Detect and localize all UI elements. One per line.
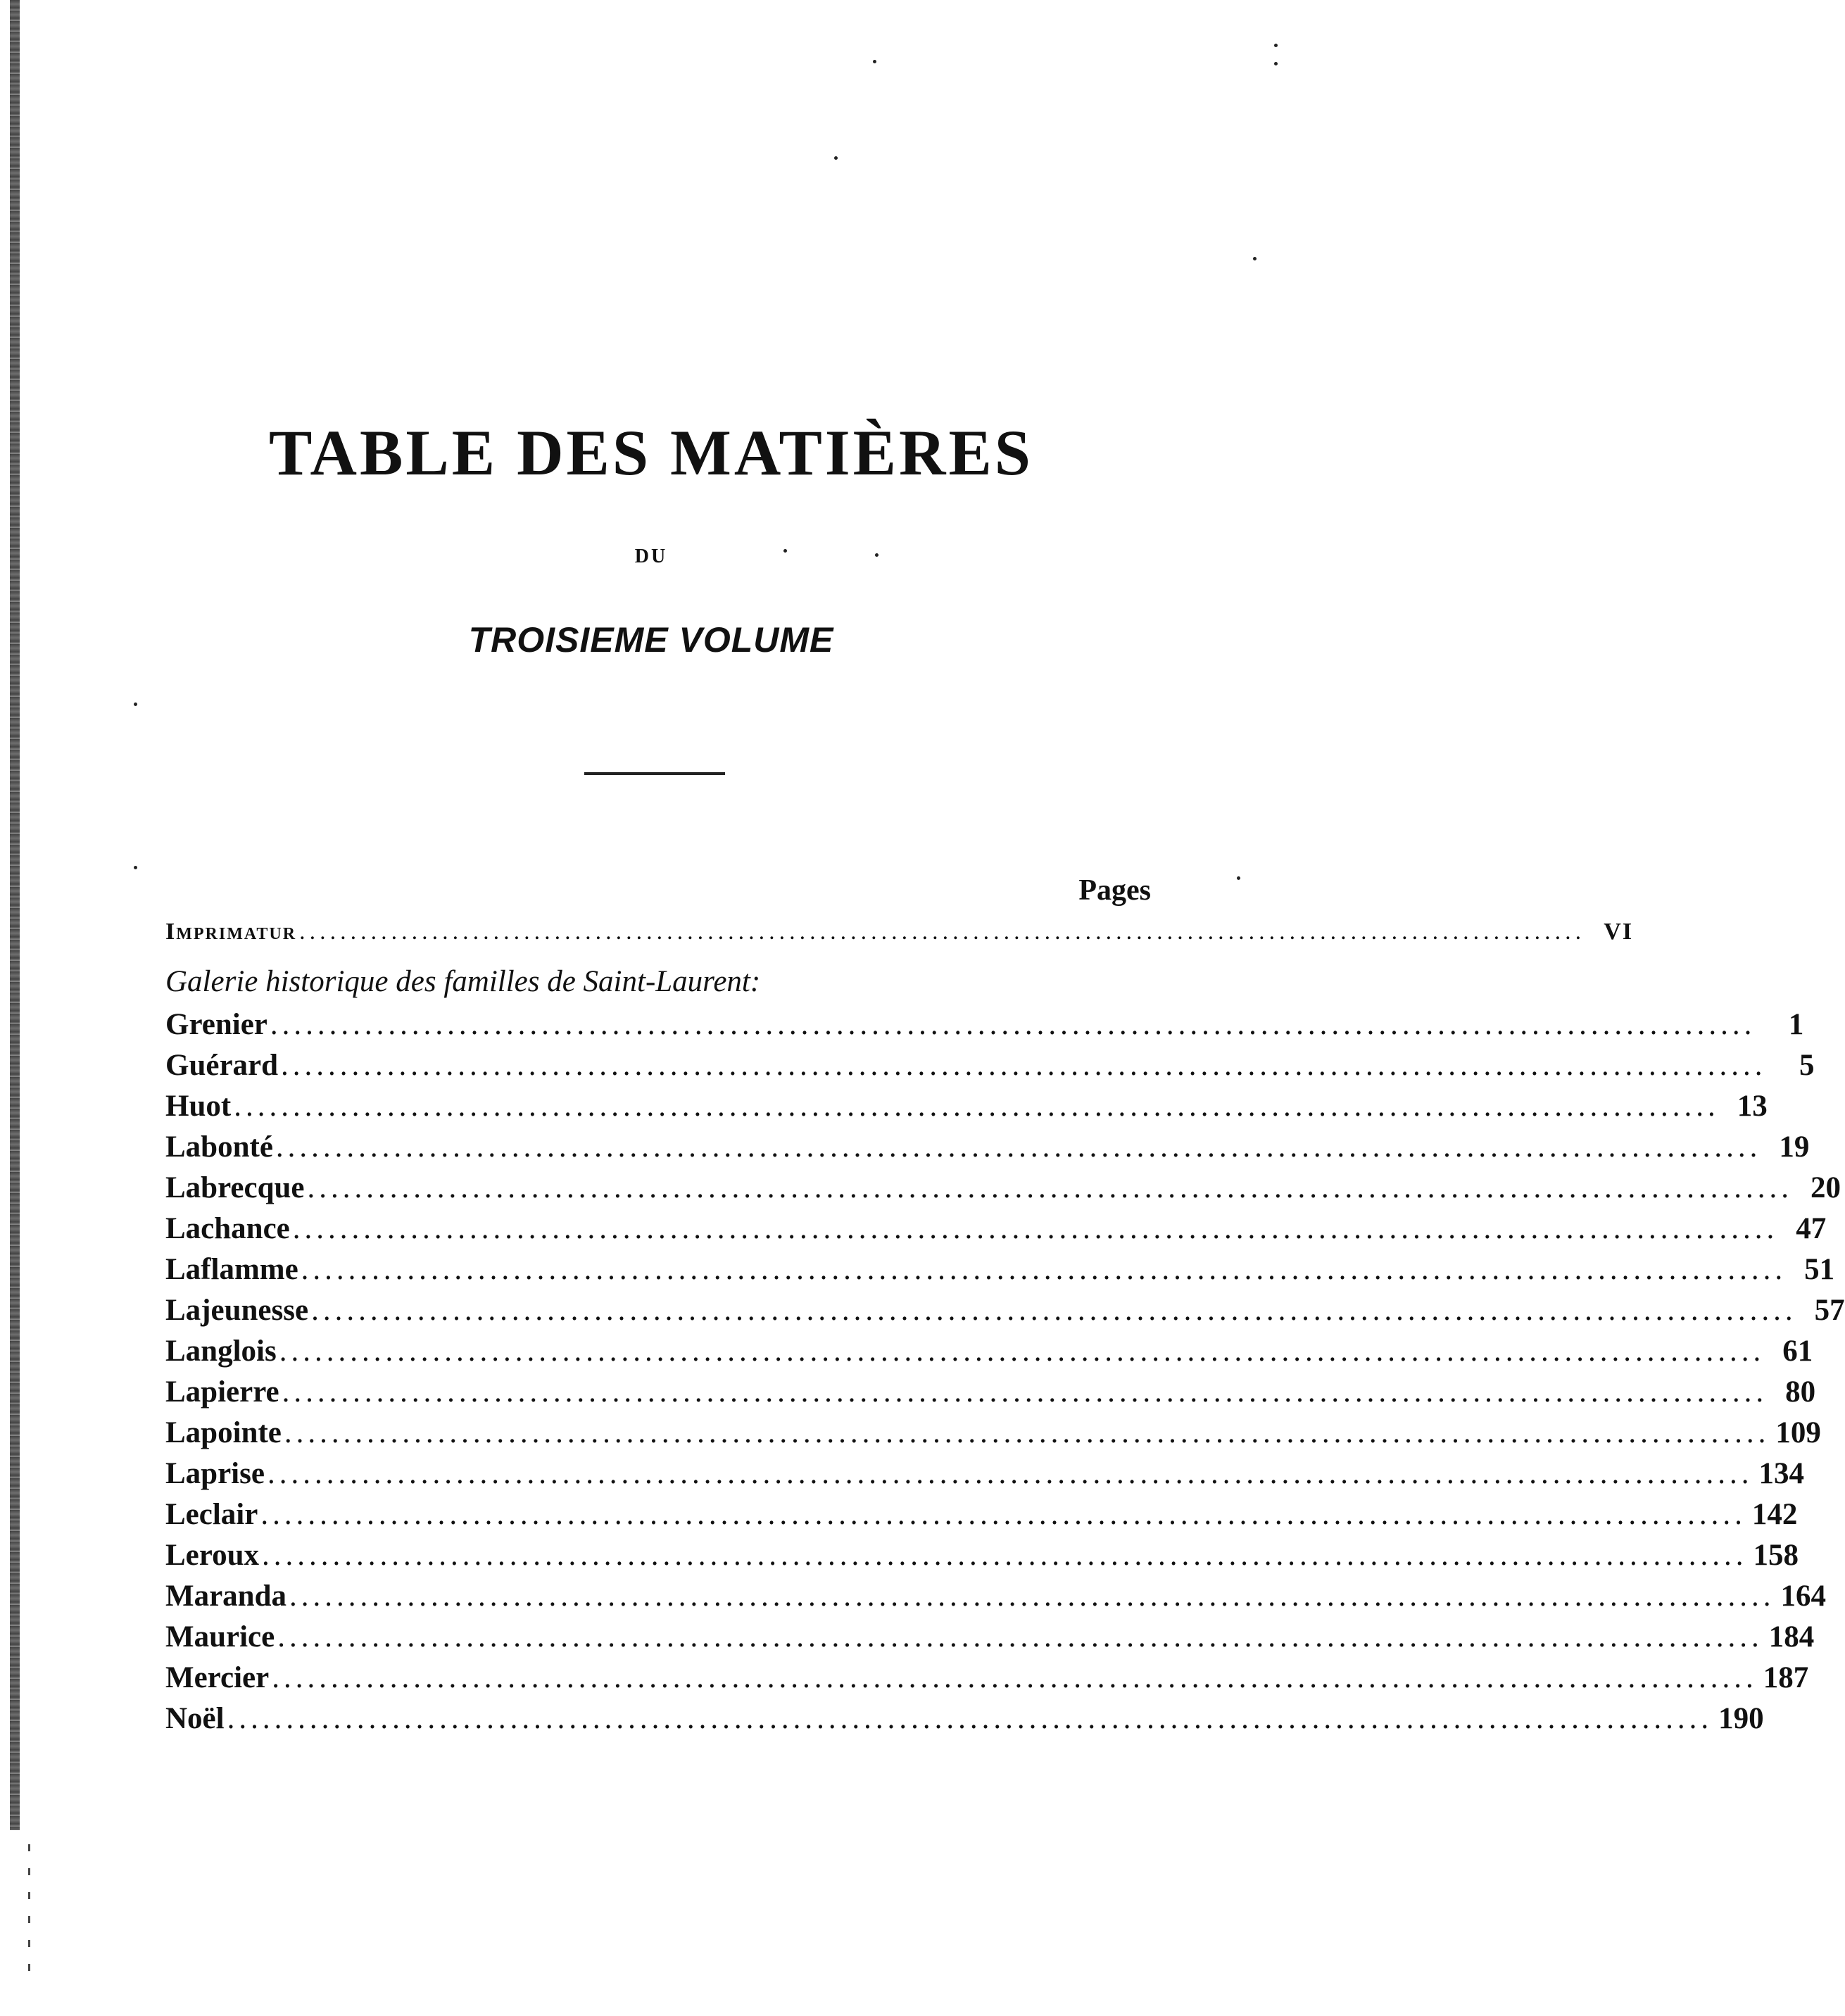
toc-row — [165, 1168, 1841, 1209]
toc-row — [165, 1004, 1804, 1045]
toc-entry-name: Maurice — [165, 1620, 275, 1653]
dot-leader: .............................................................................................................................. — [275, 1130, 1762, 1164]
toc-entry-name: Lachance — [165, 1212, 290, 1245]
toc-row — [165, 1086, 1768, 1127]
scan-speck — [1253, 257, 1257, 260]
toc-entry-name: Lajeunesse — [165, 1294, 309, 1327]
toc-row — [165, 1290, 1845, 1331]
toc-row — [165, 1535, 1799, 1576]
dot-leader: .............................................................................................................................. — [301, 1253, 1787, 1286]
dot-leader: .............................................................................................................................. — [292, 1212, 1779, 1245]
toc-page-number: 134 — [1758, 1457, 1804, 1490]
toc-entry-name: Mercier — [165, 1661, 270, 1694]
scan-speck — [873, 60, 876, 63]
toc-page-number: 190 — [1718, 1702, 1764, 1735]
scan-speck — [1274, 44, 1278, 47]
toc-row — [165, 1249, 1835, 1290]
toc-entry-name: Guérard — [165, 1049, 279, 1082]
toc-row — [165, 1413, 1821, 1454]
toc-entry-name: Grenier — [165, 1008, 267, 1041]
dot-leader: .............................................................................................................................. — [281, 1049, 1767, 1082]
scan-speck — [1274, 62, 1278, 65]
toc-row-imprimatur — [165, 912, 1634, 954]
toc-page-number: 142 — [1751, 1498, 1798, 1531]
toc-entry-name: Lapointe — [165, 1416, 282, 1449]
dot-leader: .............................................................................................................................. — [289, 1580, 1775, 1613]
toc-page-number: 13 — [1737, 1090, 1768, 1123]
toc-page-number: 1 — [1788, 1008, 1804, 1041]
dot-leader: .............................................................................................................................. — [299, 919, 1586, 945]
page-binding-edge — [10, 0, 20, 1830]
dot-leader: .............................................................................................................................. — [279, 1335, 1765, 1368]
dot-leader: .............................................................................................................................. — [282, 1375, 1768, 1409]
toc-row — [165, 1576, 1826, 1617]
toc-row — [165, 1127, 1810, 1168]
scan-speck — [134, 866, 137, 869]
toc-page-number: 51 — [1804, 1253, 1835, 1286]
toc-row — [165, 1045, 1815, 1086]
dot-leader: .............................................................................................................................. — [260, 1498, 1746, 1531]
subtitle-du: DU — [634, 546, 668, 567]
title-divider — [584, 772, 725, 775]
dot-leader: .............................................................................................................................. — [267, 1457, 1753, 1490]
toc-page-number: 47 — [1796, 1212, 1827, 1245]
dot-leader: .............................................................................................................................. — [307, 1171, 1793, 1204]
toc-entry-name: Noël — [165, 1702, 225, 1735]
toc-page-number: 164 — [1780, 1580, 1826, 1613]
toc-entry-name: Lapierre — [165, 1375, 279, 1409]
dot-leader: .............................................................................................................................. — [284, 1416, 1770, 1449]
dot-leader: .............................................................................................................................. — [227, 1702, 1713, 1735]
toc-row — [165, 1494, 1798, 1535]
scan-speck — [1237, 876, 1240, 880]
toc-entry-name: Imprimatur — [165, 919, 297, 945]
toc-row — [165, 1454, 1804, 1494]
toc-page-number: 80 — [1785, 1375, 1816, 1409]
toc-page-number: 61 — [1782, 1335, 1813, 1368]
subtitle-volume: TROISIEME VOLUME — [468, 620, 834, 660]
section-heading: Galerie historique des familles de Saint-Laurent: — [165, 965, 761, 998]
dot-leader: .............................................................................................................................. — [234, 1090, 1720, 1123]
toc-page-number: 5 — [1799, 1049, 1815, 1082]
toc-page-number: 187 — [1763, 1661, 1809, 1694]
toc-page-number: 57 — [1814, 1294, 1845, 1327]
toc-row — [165, 1658, 1809, 1699]
dot-leader: .............................................................................................................................. — [311, 1294, 1797, 1327]
toc-entry-name: Leclair — [165, 1498, 258, 1531]
scan-speck — [834, 156, 838, 160]
toc-entry-name: Labonté — [165, 1130, 273, 1164]
dot-leader: .............................................................................................................................. — [272, 1661, 1758, 1694]
toc-entry-name: Langlois — [165, 1335, 277, 1368]
toc-row — [165, 1617, 1815, 1658]
toc-page-number: 20 — [1811, 1171, 1841, 1204]
page-title: TABLE DES MATIÈRES — [269, 417, 1033, 489]
dot-leader: .............................................................................................................................. — [277, 1620, 1763, 1653]
scan-speck — [134, 703, 137, 706]
toc-entry-name: Leroux — [165, 1539, 259, 1572]
toc-entry-name: Laflamme — [165, 1253, 298, 1286]
toc-row — [165, 1331, 1813, 1372]
toc-page-number: 184 — [1768, 1620, 1815, 1653]
toc-page-number: 109 — [1775, 1416, 1821, 1449]
toc-page-number: 158 — [1753, 1539, 1799, 1572]
dot-leader: .............................................................................................................................. — [262, 1539, 1748, 1572]
pages-column-header: Pages — [1078, 874, 1151, 907]
page-binding-edge-lower — [28, 1844, 30, 1985]
toc-page-number: 19 — [1779, 1130, 1810, 1164]
toc-row — [165, 1372, 1816, 1413]
table-of-contents — [165, 869, 1845, 1739]
toc-page-number: VI — [1604, 919, 1634, 945]
dot-leader: .............................................................................................................................. — [270, 1008, 1756, 1041]
toc-row — [165, 1699, 1764, 1739]
toc-entry-name: Huot — [165, 1090, 232, 1123]
toc-entries-list — [165, 1004, 1845, 1739]
toc-entry-name: Labrecque — [165, 1171, 305, 1204]
toc-entry-name: Maranda — [165, 1580, 286, 1613]
toc-entry-name: Laprise — [165, 1457, 265, 1490]
toc-row — [165, 1209, 1827, 1249]
